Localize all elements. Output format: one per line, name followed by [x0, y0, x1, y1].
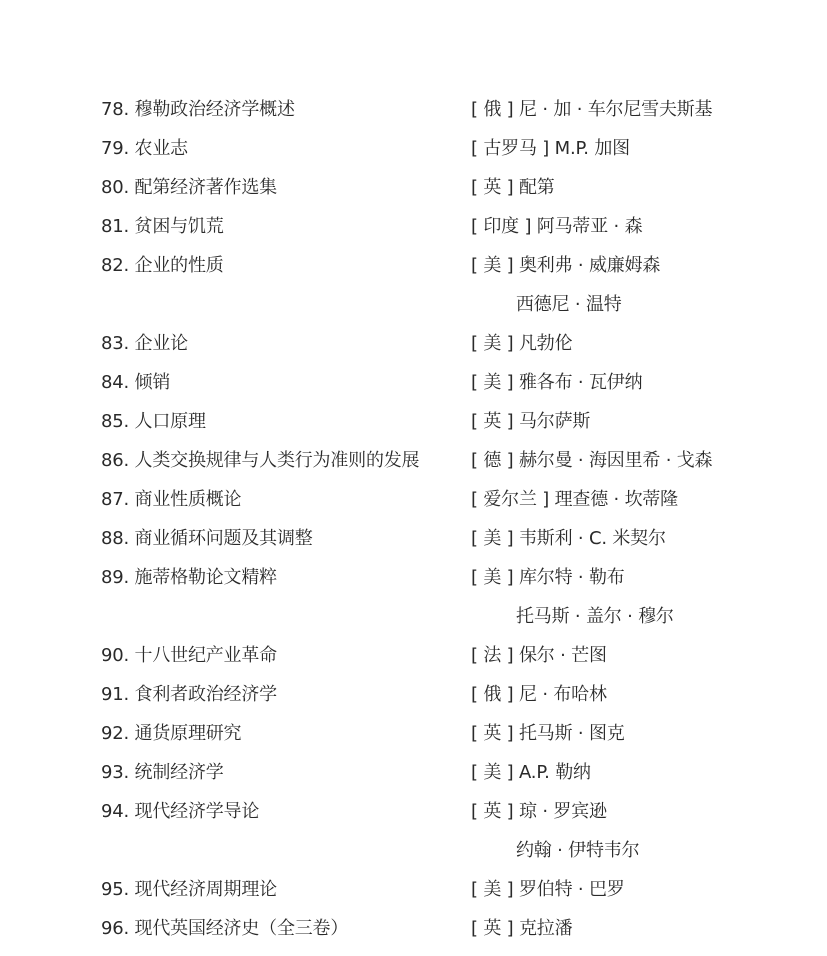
book-entry [0, 404, 827, 443]
book-entry [0, 677, 827, 716]
book-author: [ 印度 ] 阿马蒂亚 · 森 [471, 216, 643, 237]
book-coauthor: 托马斯 · 盖尔 · 穆尔 [516, 606, 674, 627]
book-title: 80. 配第经济著作选集 [101, 177, 277, 198]
book-title: 89. 施蒂格勒论文精粹 [101, 567, 277, 588]
book-title: 86. 人类交换规律与人类行为准则的发展 [101, 450, 420, 471]
book-author: [ 美 ] 奥利弗 · 威廉姆森 [471, 255, 661, 276]
book-title: 88. 商业循环问题及其调整 [101, 528, 313, 549]
book-author: [ 英 ] 琼 · 罗宾逊 [471, 801, 607, 822]
book-entry [0, 92, 827, 131]
book-title: 92. 通货原理研究 [101, 723, 242, 744]
book-entry-continuation [0, 287, 827, 326]
book-entry [0, 794, 827, 833]
book-entry [0, 170, 827, 209]
book-author: [ 俄 ] 尼 · 加 · 车尔尼雪夫斯基 [471, 99, 713, 120]
book-entry [0, 560, 827, 599]
book-entry [0, 872, 827, 911]
book-author: [ 美 ] A.P. 勒纳 [471, 762, 591, 783]
book-author: [ 古罗马 ] M.P. 加图 [471, 138, 630, 159]
book-entry [0, 248, 827, 287]
book-author: [ 美 ] 库尔特 · 勒布 [471, 567, 625, 588]
book-author: [ 英 ] 克拉潘 [471, 918, 573, 939]
book-author: [ 英 ] 托马斯 · 图克 [471, 723, 625, 744]
book-title: 87. 商业性质概论 [101, 489, 242, 510]
book-author: [ 法 ] 保尔 · 芒图 [471, 645, 607, 666]
book-coauthor: 约翰 · 伊特韦尔 [516, 840, 640, 861]
book-author: [ 美 ] 韦斯利 · C. 米契尔 [471, 528, 666, 549]
book-entry [0, 326, 827, 365]
book-entry [0, 365, 827, 404]
book-entry [0, 716, 827, 755]
book-entry [0, 482, 827, 521]
book-title: 96. 现代英国经济史（全三卷） [101, 918, 349, 939]
book-title: 83. 企业论 [101, 333, 188, 354]
book-title: 82. 企业的性质 [101, 255, 224, 276]
book-author: [ 美 ] 罗伯特 · 巴罗 [471, 879, 625, 900]
book-entry-continuation [0, 599, 827, 638]
book-author: [ 英 ] 配第 [471, 177, 555, 198]
book-entry [0, 638, 827, 677]
book-author: [ 英 ] 马尔萨斯 [471, 411, 591, 432]
book-title: 91. 食利者政治经济学 [101, 684, 277, 705]
book-entry-continuation [0, 833, 827, 872]
book-entry [0, 443, 827, 482]
book-entry [0, 521, 827, 560]
book-title: 85. 人口原理 [101, 411, 206, 432]
book-title: 94. 现代经济学导论 [101, 801, 260, 822]
book-title: 95. 现代经济周期理论 [101, 879, 277, 900]
book-author: [ 爱尔兰 ] 理查德 · 坎蒂隆 [471, 489, 678, 510]
book-title: 78. 穆勒政治经济学概述 [101, 99, 295, 120]
book-author: [ 美 ] 雅各布 · 瓦伊纳 [471, 372, 643, 393]
book-title: 90. 十八世纪产业革命 [101, 645, 277, 666]
book-title: 93. 统制经济学 [101, 762, 224, 783]
book-entry [0, 911, 827, 950]
book-entry [0, 131, 827, 170]
book-author: [ 美 ] 凡勃伦 [471, 333, 573, 354]
book-title: 81. 贫困与饥荒 [101, 216, 224, 237]
book-coauthor: 西德尼 · 温特 [516, 294, 622, 315]
book-title: 84. 倾销 [101, 372, 171, 393]
book-list [0, 92, 827, 950]
book-author: [ 德 ] 赫尔曼 · 海因里希 · 戈森 [471, 450, 713, 471]
book-author: [ 俄 ] 尼 · 布哈林 [471, 684, 607, 705]
book-entry [0, 755, 827, 794]
book-entry [0, 209, 827, 248]
book-title: 79. 农业志 [101, 138, 188, 159]
